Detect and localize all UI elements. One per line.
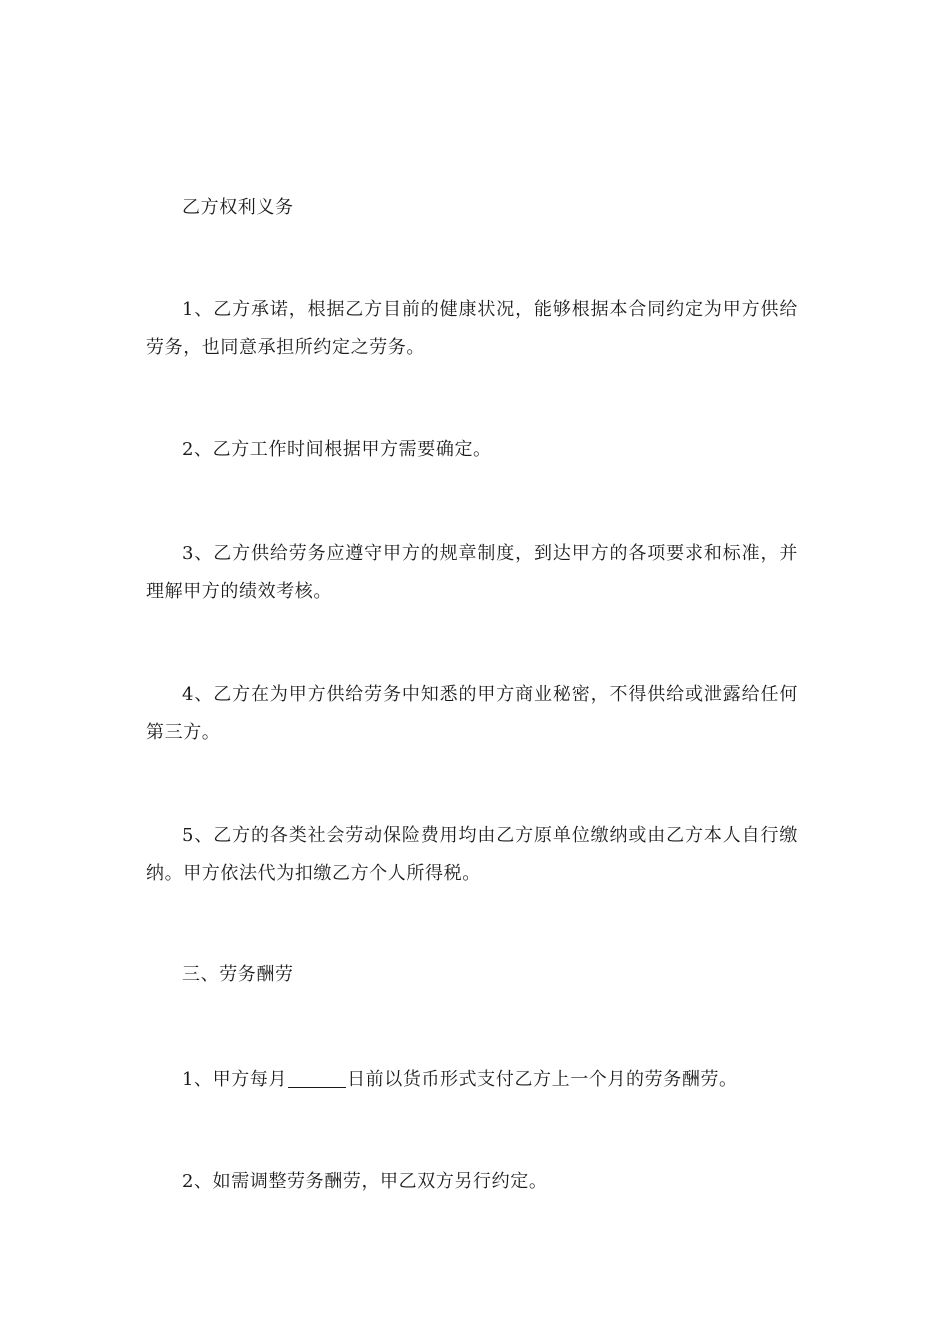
section-heading-party-b-rights: 乙方权利义务 (182, 197, 294, 218)
remuneration-clause-1 (146, 1061, 798, 1099)
remuneration-clause-1-after: 日前以货币形式支付乙方上一个月的劳务酬劳。 (347, 1069, 738, 1090)
remuneration-clause-1-before: 1、甲方每月 (182, 1069, 288, 1090)
section-heading-remuneration: 三、劳务酬劳 (182, 964, 294, 985)
remuneration-clause-2: 2、如需调整劳务酬劳，甲乙双方另行约定。 (182, 1171, 548, 1192)
clause-b-3: 3、乙方供给劳务应遵守甲方的规章制度，到达甲方的各项要求和标准，并理解甲方的绩效考核。 (146, 543, 798, 602)
clause-b-2: 2、乙方工作时间根据甲方需要确定。 (182, 439, 492, 460)
clause-b-5: 5、乙方的各类社会劳动保险费用均由乙方原单位缴纳或由乙方本人自行缴纳。甲方依法代为扣缴乙方个人所得税。 (146, 825, 798, 884)
clause-b-1: 1、乙方承诺，根据乙方目前的健康状况，能够根据本合同约定为甲方供给劳务，也同意承担所约定之劳务。 (146, 299, 798, 358)
payment-day-blank (288, 1067, 346, 1088)
clause-b-4: 4、乙方在为甲方供给劳务中知悉的甲方商业秘密，不得供给或泄露给任何第三方。 (146, 684, 798, 743)
